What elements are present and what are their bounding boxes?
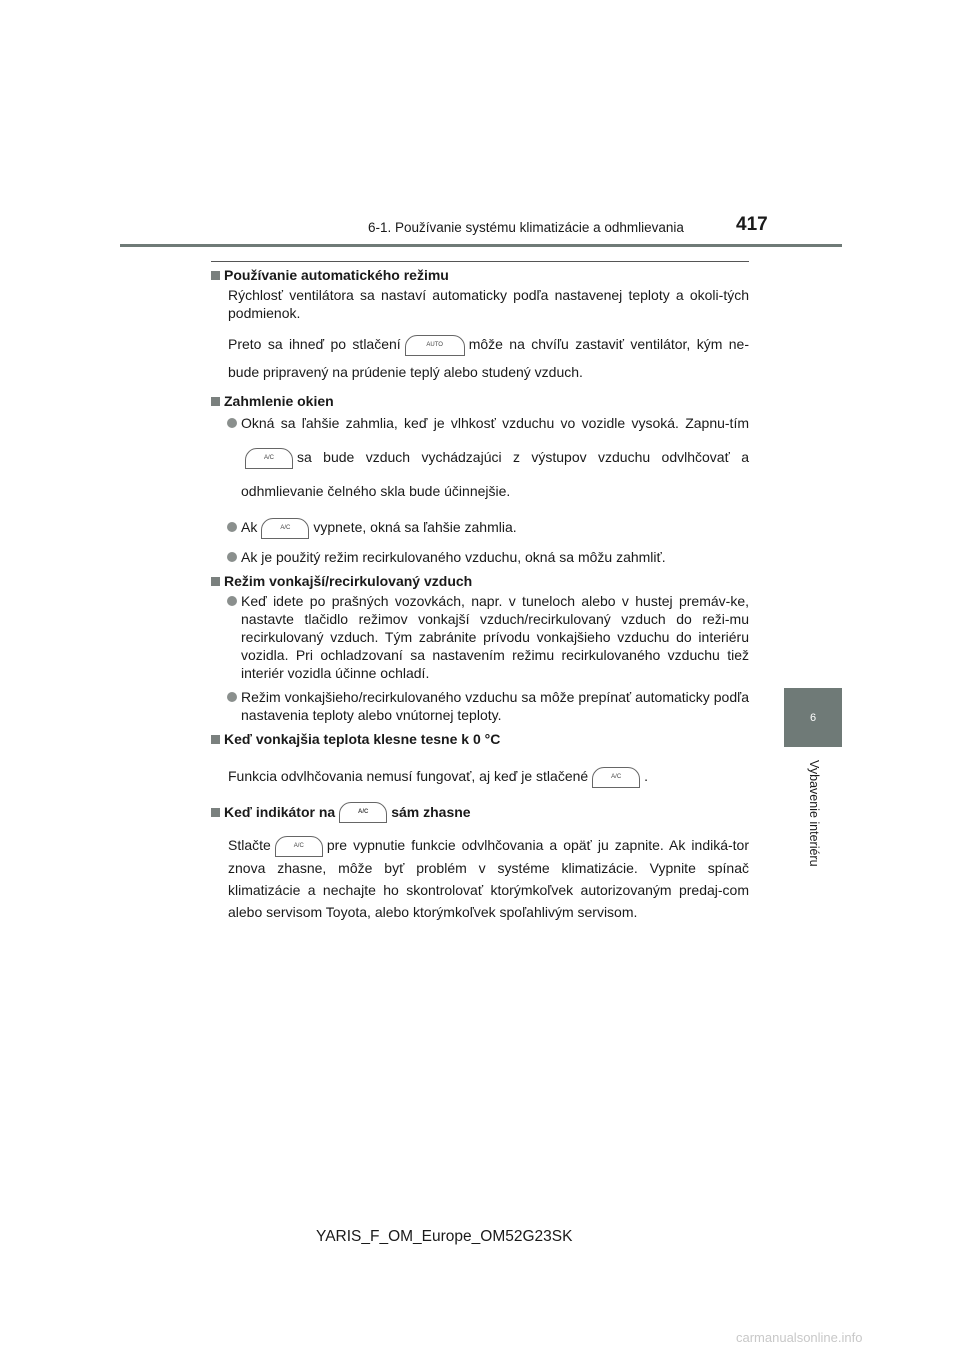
section-heading-text: Zahmlenie okien [224,393,334,409]
ac-button-icon: A/C [339,802,387,823]
list-item-text: sa bude vzduch vychádzajúci z výstupov vzduchu odvlhčovať a odhmlievanie čelného skla bude účinnejšie. [241,449,749,499]
paragraph-text: pre vypnutie funkcie odvlhčovania a opäť ju zapnite. Ak indiká-tor znova zhasne, môže byť problém v systéme klimatizácie. Vypnite spínač klimatizácie a nechajte ho skontrolovať ktorýmkoľvek autorizovaným predaj-com alebo servisom Toyota, alebo ktorýmkoľvek spoľahlivým servisom. [228,837,749,920]
square-bullet-icon [211,808,220,817]
round-bullet-icon [227,552,237,562]
chapter-title: 6-1. Používanie systému klimatizácie a odhmlievania [368,220,684,235]
list-item [211,512,749,542]
section-heading-text: sám zhasne [391,804,471,820]
ac-button-icon: A/C [245,448,293,469]
chapter-tab-label: Vybavenie interiéru [807,760,821,867]
ac-button-icon: A/C [592,767,640,788]
chapter-tab-number: 6 [809,711,817,724]
list-item [211,592,749,682]
page-content [211,266,749,923]
document-code: YARIS_F_OM_Europe_OM52G23SK [316,1228,573,1245]
header-rule [120,244,842,247]
list-item [211,688,749,724]
list-item-text: Ak je použitý režim recirkulovaného vzduchu, okná sa môžu zahmliť. [241,549,666,565]
watermark: carmanualsonline.info [736,1330,863,1345]
round-bullet-icon [227,522,237,532]
section-heading-text: Režim vonkajší/recirkulovaný vzduch [224,573,473,589]
ac-button-icon: A/C [275,836,323,857]
ac-button-icon: A/C [261,518,309,539]
square-bullet-icon [211,397,220,406]
section-heading [211,572,749,590]
list-item-text: Okná sa ľahšie zahmlia, keď je vlhkosť vzduchu vo vozidle vysoká. Zapnu-tím [241,415,749,431]
paragraph: Rýchlosť ventilátora sa nastaví automaticky podľa nastavenej teploty a okoli-tých podmienok. [228,287,749,321]
list-item-text: vypnete, okná sa ľahšie zahmlia. [313,519,517,535]
paragraph-text: môže na chvíľu zastaviť ventilátor, kým ne-bude pripravený na prúdenie teplý alebo studený vzduch. [228,336,749,380]
paragraph-text: Preto sa ihneď po stlačení [228,336,401,352]
list-item [211,414,749,508]
section-heading-text: Keď vonkajšia teplota klesne tesne k 0 °C [224,731,501,747]
paragraph-text: Funkcia odvlhčovania nemusí fungovať, aj keď je stlačené [228,768,589,784]
paragraph [228,834,749,923]
square-bullet-icon [211,577,220,586]
content-top-rule [211,261,749,262]
list-item-text: Ak [241,519,258,535]
list-item-text: Keď idete po prašných vozovkách, napr. v tuneloch alebo v hustej premáv-ke, nastavte tlačidlo režimov vonkajší vzduch/recirkulovaný vzduch do reži-mu recirkulovaný vzduch. Tým zabránite prívodu vonkajšieho vzduchu do interiéru vozidla. Pri ochladzovaní sa nastavením režimu recirkulovaného vzduchu tiež interiér vozidla účinne ochladí. [241,593,749,681]
page-number: 417 [736,214,768,235]
round-bullet-icon [227,418,237,428]
paragraph-text: Stlačte [228,837,271,853]
paragraph [228,330,749,386]
paragraph [228,762,749,790]
round-bullet-icon [227,692,237,702]
list-item-text: Režim vonkajšieho/recirkulovaného vzduchu sa môže prepínať automaticky podľa nastavenia teploty alebo vnútornej teploty. [241,689,749,723]
round-bullet-icon [227,596,237,606]
chapter-tab [784,688,842,747]
section-heading-text: Používanie automatického režimu [224,267,449,283]
section-heading [211,730,749,748]
square-bullet-icon [211,271,220,280]
auto-button-icon: AUTO [405,335,465,356]
section-heading [211,798,749,826]
square-bullet-icon [211,735,220,744]
section-heading [211,266,749,284]
section-heading-text: Keď indikátor na [224,804,336,820]
list-item [211,548,749,566]
paragraph-text: . [644,768,649,784]
